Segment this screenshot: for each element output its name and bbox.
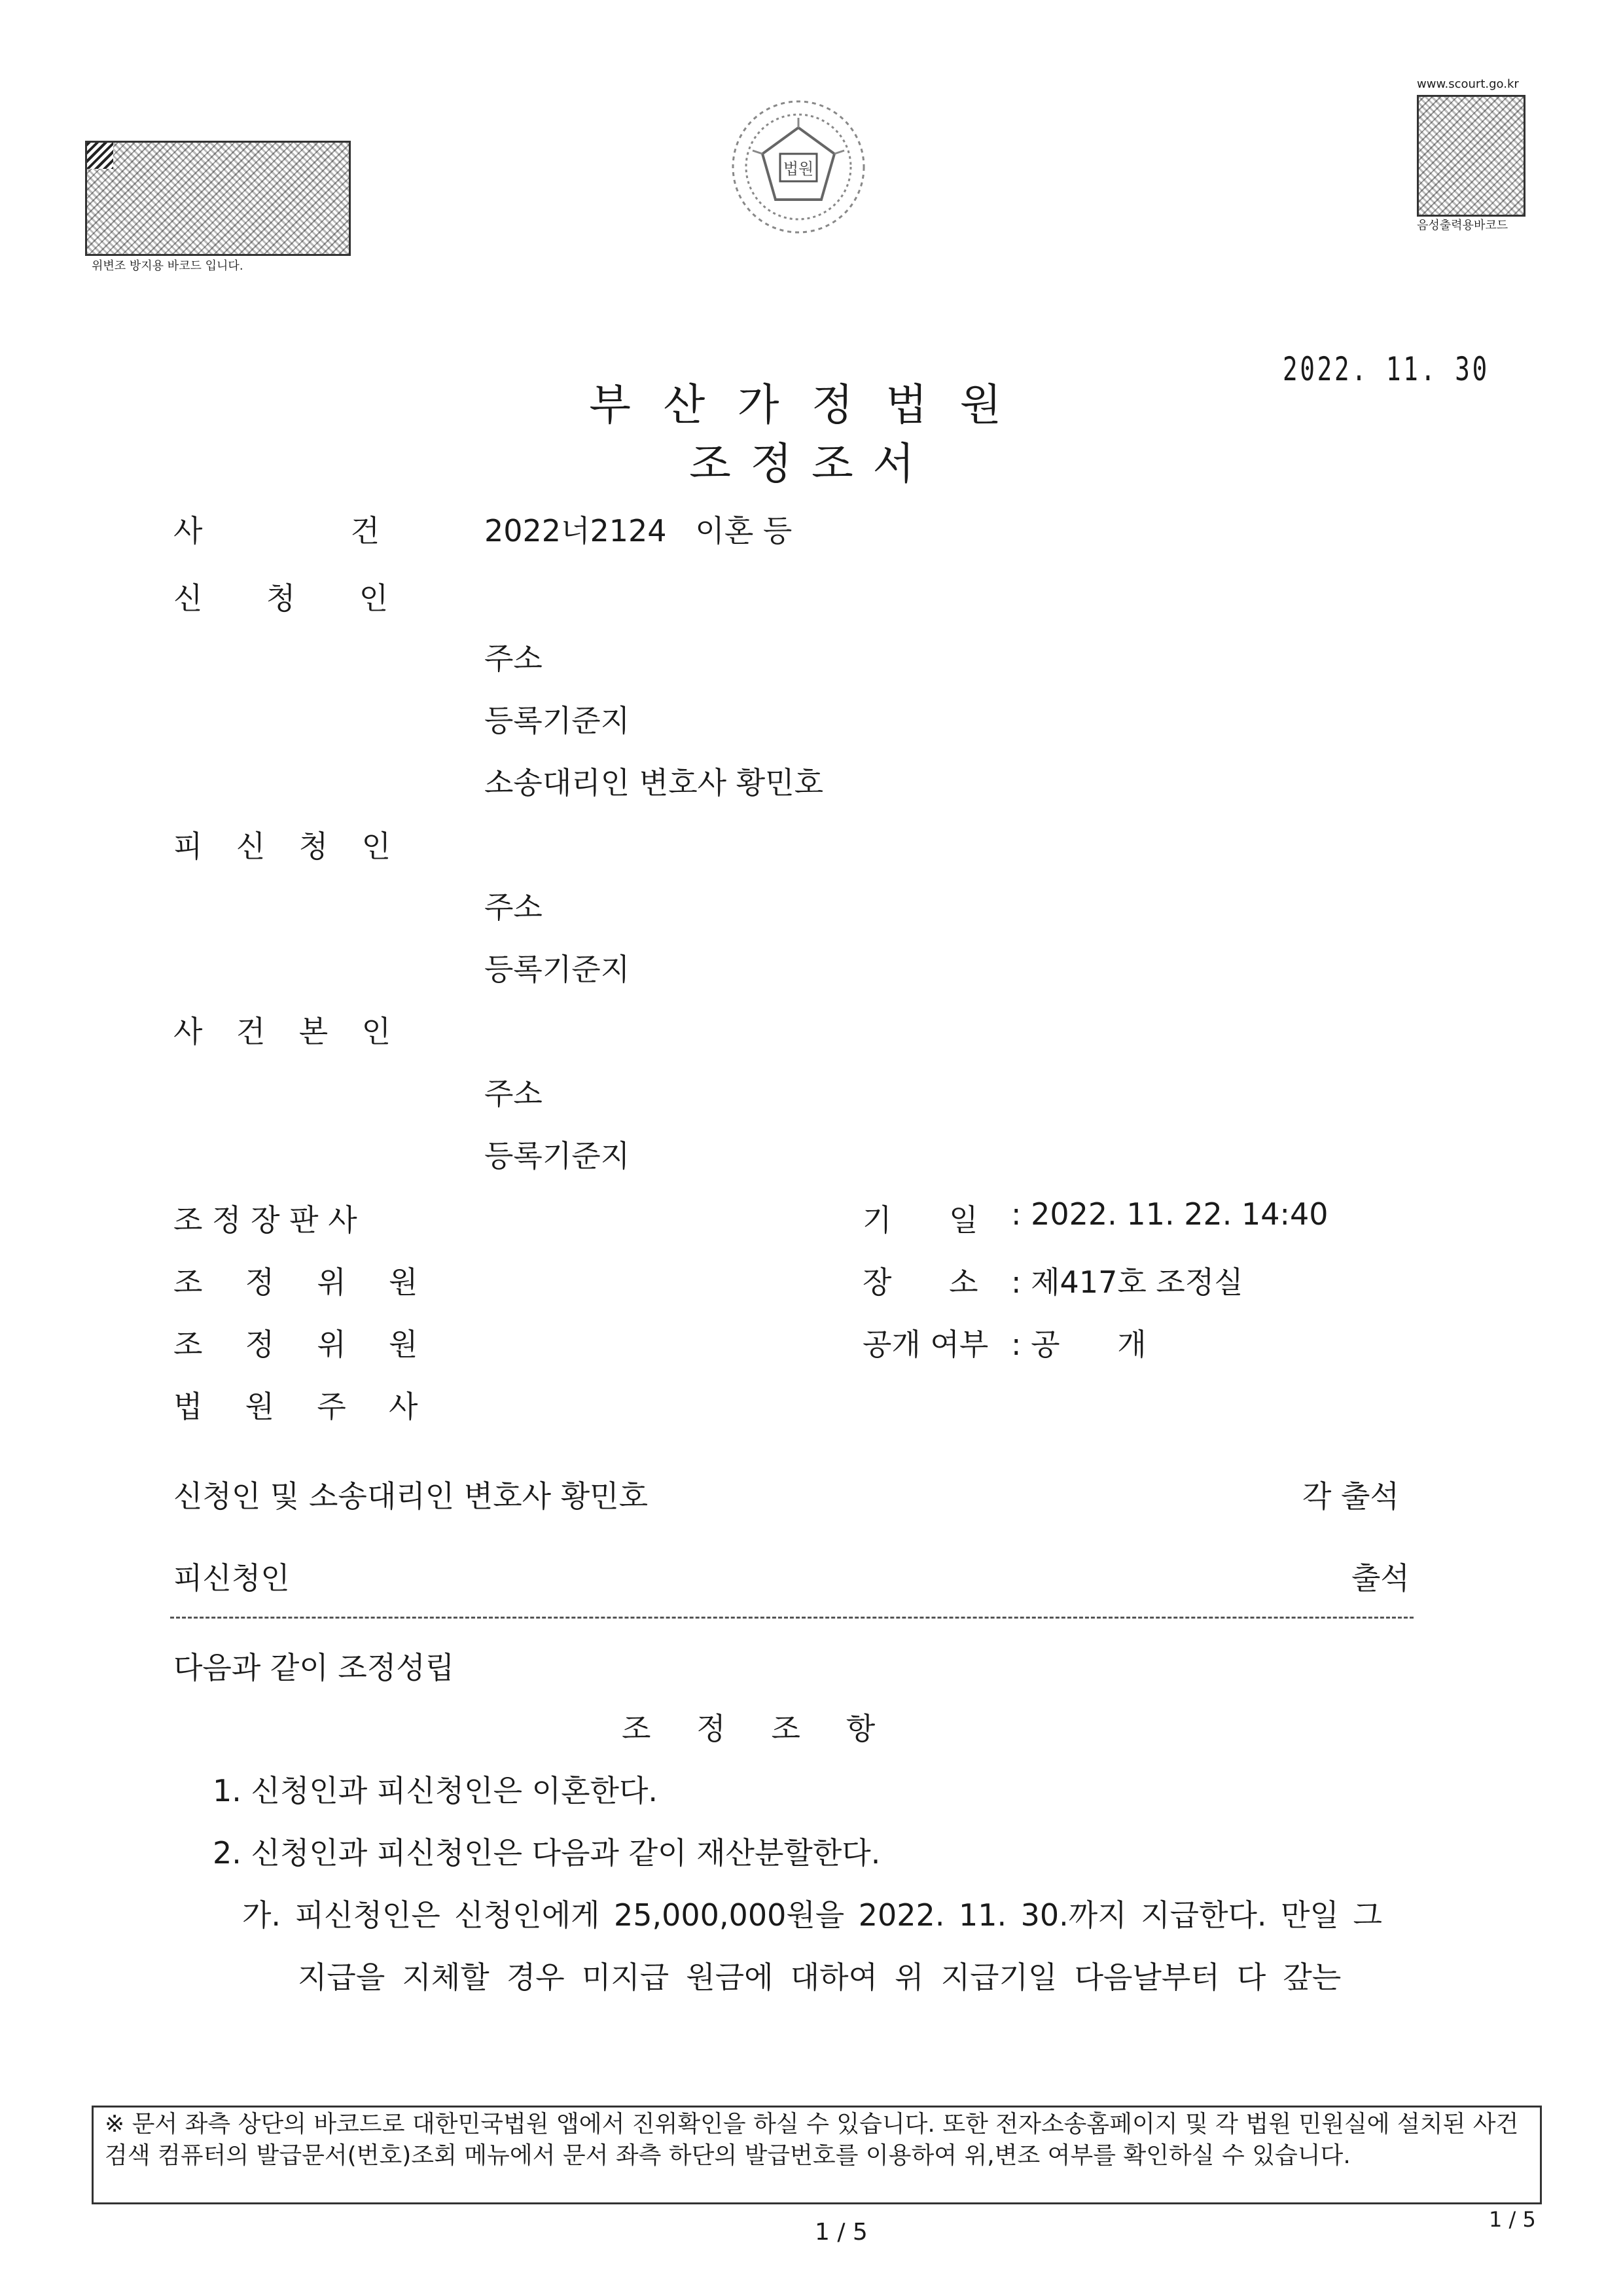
court-seal-icon <box>720 92 877 249</box>
session-place-value: : 제417호 조정실 <box>1011 1265 1243 1300</box>
verification-notice: ※ 문서 좌측 상단의 바코드로 대한민국법원 앱에서 진위확인을 하실 수 있습니다. 또한 전자소송홈페이지 및 각 법원 민원실에 설치된 사건검색 컴퓨터의 발급문서(번호)조회 메뉴에서 문서 좌측 하단의 발급번호를 이용하여 위,변조 여부를 확인하실 수 있습니다. <box>105 2111 1519 2169</box>
respondent-address: 주소 <box>484 889 543 925</box>
respondent-label: 피 신 청 인 <box>173 829 403 864</box>
clause-2a-line-1: 가. 피신청인은 신청인에게 25,000,000원을 2022. 11. 30.까지 지급한다. 만일 그 <box>242 1897 1382 1933</box>
session-date-label: 기 일 <box>863 1202 978 1238</box>
section-title: 조 정 조 항 <box>622 1711 893 1746</box>
mediator-label-1: 조 정 위 원 <box>173 1265 435 1300</box>
session-place-label: 장 소 <box>863 1265 978 1300</box>
attendance-who-1: 신청인 및 소송대리인 변호사 황민호 <box>173 1479 649 1514</box>
audio-barcode <box>1417 95 1525 217</box>
security-barcode <box>85 141 351 256</box>
clause-2a-line-2: 지급을 지체할 경우 미지급 원금에 대하여 위 지급기일 다음날부터 다 갚는 <box>298 1960 1342 1995</box>
respondent-registry: 등록기준지 <box>484 952 630 987</box>
session-public-label: 공개 여부 <box>863 1327 989 1362</box>
clause-1: 1. 신청인과 피신청인은 이혼한다. <box>213 1773 658 1808</box>
applicant-registry: 등록기준지 <box>484 703 630 738</box>
applicant-label: 신 청 인 <box>173 581 416 616</box>
security-barcode-caption: 위변조 방지용 바코드 입니다. <box>92 259 243 273</box>
principal-address: 주소 <box>484 1076 543 1111</box>
applicant-attorney: 소송대리인 변호사 황민호 <box>484 765 824 800</box>
page-number: 1 / 5 <box>815 2219 868 2246</box>
clause-2: 2. 신청인과 피신청인은 다음과 같이 재산분할한다. <box>213 1835 881 1871</box>
handwritten-date: 2022. 11. 30 <box>1283 350 1489 388</box>
session-date-value: : 2022. 11. 22. 14:40 <box>1011 1196 1329 1232</box>
attendance-who-2: 피신청인 <box>173 1560 290 1596</box>
scourt-url: www.scourt.go.kr <box>1417 77 1519 91</box>
body-intro: 다음과 같이 조정성립 <box>173 1650 455 1685</box>
attendance-status-2: 출석 <box>1351 1560 1410 1596</box>
page-number-right: 1 / 5 <box>1489 2207 1536 2232</box>
audio-barcode-caption: 음성출력용바코드 <box>1417 219 1508 232</box>
case-number: 2022너2124 이혼 등 <box>484 513 793 548</box>
session-public-value: : 공 개 <box>1011 1327 1147 1362</box>
attendance-status-1: 각 출석 <box>1302 1479 1399 1514</box>
judge-label: 조 정 장 판 사 <box>173 1202 357 1238</box>
mediator-label-2: 조 정 위 원 <box>173 1327 435 1362</box>
applicant-address: 주소 <box>484 641 543 676</box>
court-name: 부산가정법원 <box>589 380 1034 430</box>
principal-label: 사 건 본 인 <box>173 1014 403 1049</box>
document-title: 조정조서 <box>689 439 934 489</box>
case-label: 사 건 <box>173 513 449 548</box>
barcode-corner-mark <box>87 143 113 169</box>
clerk-label: 법 원 주 사 <box>173 1389 435 1424</box>
dashed-divider <box>170 1617 1414 1619</box>
seal-text: 법원 <box>783 160 814 178</box>
principal-registry: 등록기준지 <box>484 1138 630 1174</box>
